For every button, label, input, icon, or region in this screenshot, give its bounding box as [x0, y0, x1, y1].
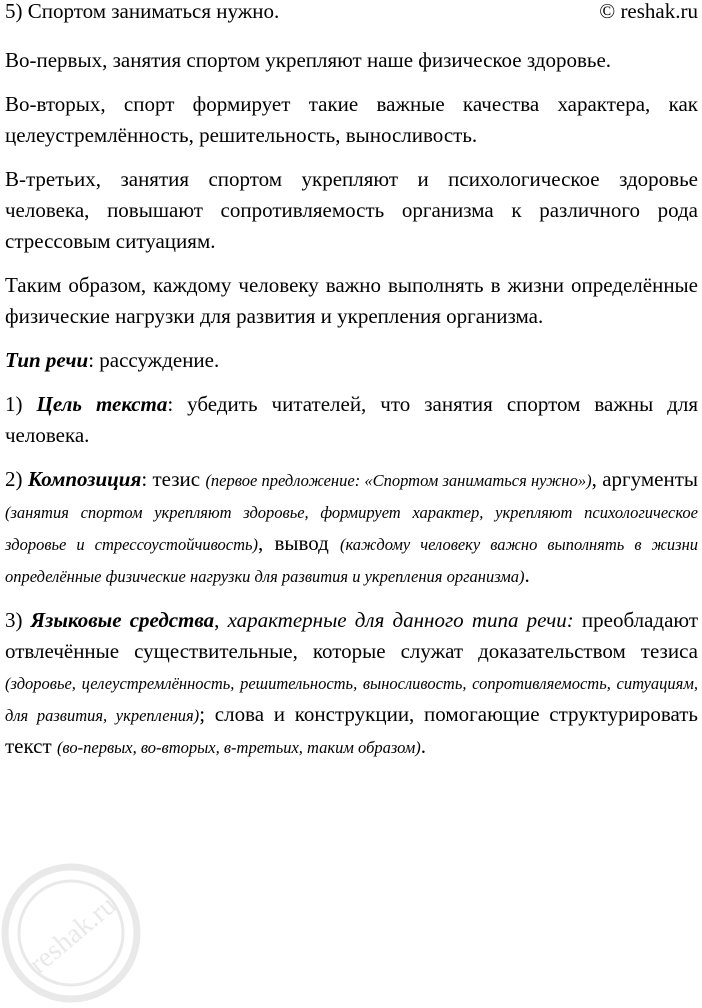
reshak-watermark-logo — [0, 858, 146, 1008]
speech-type-value: : рассуждение. — [88, 348, 220, 372]
item-3-text-nouns: преобладают отвлечённые существительные, которые служат доказательством тезиса — [5, 608, 699, 663]
paragraph-1: Во-первых, занятия спортом укрепляют наше физическое здоровье. — [5, 48, 612, 72]
item-3-note-nouns: (здоровье, целеустремлённость, решительность, выносливость, сопротивляемость, ситуациям, для развития, укрепления) — [5, 674, 698, 725]
item-2-text-arguments: , аргументы — [591, 467, 699, 491]
item-2-note-thesis: (первое предложение: «Спортом заниматься нужно») — [205, 471, 592, 490]
item-3-italic-phrase: характерные для данного типа речи: — [227, 608, 574, 632]
task-title: 5) Спортом заниматься нужно. — [5, 0, 280, 23]
paragraph-2: Во-вторых, спорт формирует такие важные качества характера, как целеустремлённость, решительность, выносливость. — [5, 92, 698, 147]
item-2-text-conclusion: , вывод — [258, 531, 340, 555]
document-page — [5, 0, 698, 763]
item-1-text: : убедить читателей, что занятия спортом важны для человека. — [5, 392, 698, 447]
paragraph-4: Таким образом, каждому человеку важно выполнять в жизни определённые физические нагрузки для развития и укрепления организма. — [5, 273, 698, 328]
speech-type-label: Тип речи — [5, 348, 89, 372]
item-1-goal — [5, 389, 698, 451]
paragraph-3: В-третьих, занятия спортом укрепляют и психологическое здоровье человека, повышают сопротивляемость организма к различного рода стрессовым ситуациям. — [5, 167, 698, 253]
item-3-text-constructions: ; слова и конструкции, помогающие структурировать текст — [5, 702, 699, 758]
watermark-text: reshak.ru — [23, 889, 123, 981]
page-header — [5, 0, 698, 30]
item-2-number: 2) — [5, 467, 28, 491]
speech-type-line — [5, 345, 698, 376]
item-2-label: Композиция — [27, 467, 142, 491]
item-3-language-means — [5, 605, 698, 763]
copyright-label: © reshak.ru — [599, 0, 698, 23]
item-1-label: Цель текста — [36, 392, 168, 416]
item-2-note-conclusion: (каждому человеку важно выполнять в жизни определённые физические нагрузки для развития и укрепления организма) — [5, 535, 699, 586]
item-2-text-thesis: : тезис — [141, 467, 206, 491]
item-3-comma: , — [214, 608, 228, 632]
item-3-end: . — [420, 734, 426, 758]
item-2-composition — [5, 464, 698, 592]
item-3-number: 3) — [5, 608, 31, 632]
item-2-end: . — [524, 563, 530, 587]
item-3-note-constructions: (во-первых, во-вторых, в-третьих, таким образом) — [56, 738, 421, 757]
item-1-number: 1) — [5, 392, 37, 416]
item-2-note-arguments: (занятия спортом укрепляют здоровье, формирует характер, укрепляют психологическое здоровье и стрессоустойчивость) — [5, 503, 698, 554]
item-3-label: Языковые средства — [30, 608, 215, 632]
